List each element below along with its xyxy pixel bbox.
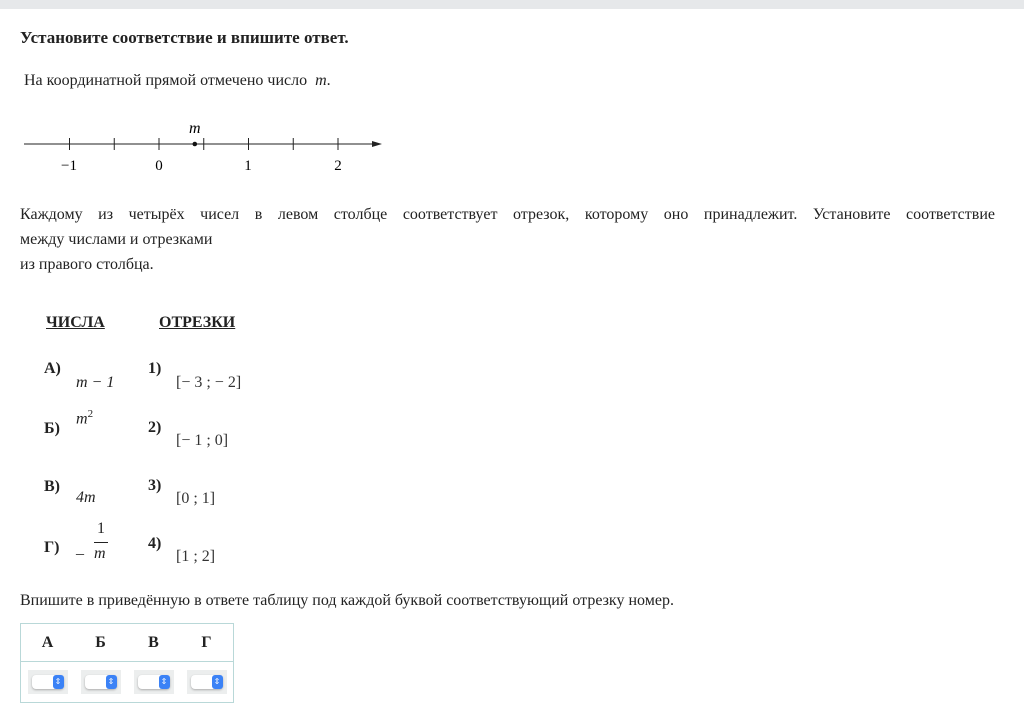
axis-arrow <box>372 141 382 147</box>
answer-prompt: Впишите в приведённую в ответе таблицу под каждой буквой соответствующий отрезку номер. <box>20 592 674 609</box>
number-label: А) <box>44 360 61 377</box>
intro-text: На координатной прямой отмечено число m. <box>24 72 331 89</box>
tick-label: −1 <box>61 158 77 174</box>
header-segments: ОТРЕЗКИ <box>159 314 236 331</box>
description-line3: из правого столбца. <box>20 256 154 273</box>
segment-label: 4) <box>148 535 162 552</box>
answer-select-g[interactable] <box>187 670 227 694</box>
column-header: Б <box>74 624 127 662</box>
header-numbers: ЧИСЛА <box>46 314 105 331</box>
description-line1: Каждому из четырёх чисел в левом столбце соответствует отрезок, которому оно принадлежит. Установите соответствие <box>20 206 995 223</box>
top-bar <box>0 0 1024 9</box>
fraction-denominator: m <box>94 545 106 562</box>
number-label: Г) <box>44 539 60 556</box>
segment-label: 2) <box>148 419 162 436</box>
tick-label: 2 <box>334 158 342 174</box>
number-label: Б) <box>44 420 60 437</box>
select-arrows-icon: ⇕ <box>106 675 117 689</box>
segment-text: [− 3 ; − 2] <box>176 374 242 391</box>
number-expr: 4m <box>76 489 96 506</box>
number-expr: m − 1 <box>76 374 115 391</box>
answer-select-b[interactable] <box>81 670 121 694</box>
number-label: В) <box>44 478 60 495</box>
segment-text: [1 ; 2] <box>176 548 216 565</box>
number-line <box>0 110 400 180</box>
tick-label: 0 <box>155 158 163 174</box>
point-m-label: m <box>189 120 201 137</box>
answer-select-v[interactable] <box>134 670 174 694</box>
point-m <box>193 142 198 147</box>
fraction-numerator: 1 <box>97 520 105 537</box>
select-arrows-icon: ⇕ <box>212 675 223 689</box>
column-header: А <box>21 624 75 662</box>
select-arrows-icon: ⇕ <box>159 675 170 689</box>
column-header: Г <box>180 624 234 662</box>
select-arrows-icon: ⇕ <box>53 675 64 689</box>
column-header: В <box>127 624 180 662</box>
fraction-bar <box>94 542 108 543</box>
segment-label: 1) <box>148 360 162 377</box>
segment-text: [− 1 ; 0] <box>176 432 229 449</box>
answer-select-a[interactable] <box>28 670 68 694</box>
segment-text: [0 ; 1] <box>176 490 216 507</box>
description-line2: между числами и отрезками <box>20 231 213 248</box>
answer-table <box>20 623 234 703</box>
task-title: Установите соответствие и впишите ответ. <box>20 28 349 47</box>
tick-label: 1 <box>244 158 252 174</box>
number-expr: $m^2$ <box>76 408 94 428</box>
fraction-minus: _ <box>76 540 84 557</box>
segment-label: 3) <box>148 477 162 494</box>
